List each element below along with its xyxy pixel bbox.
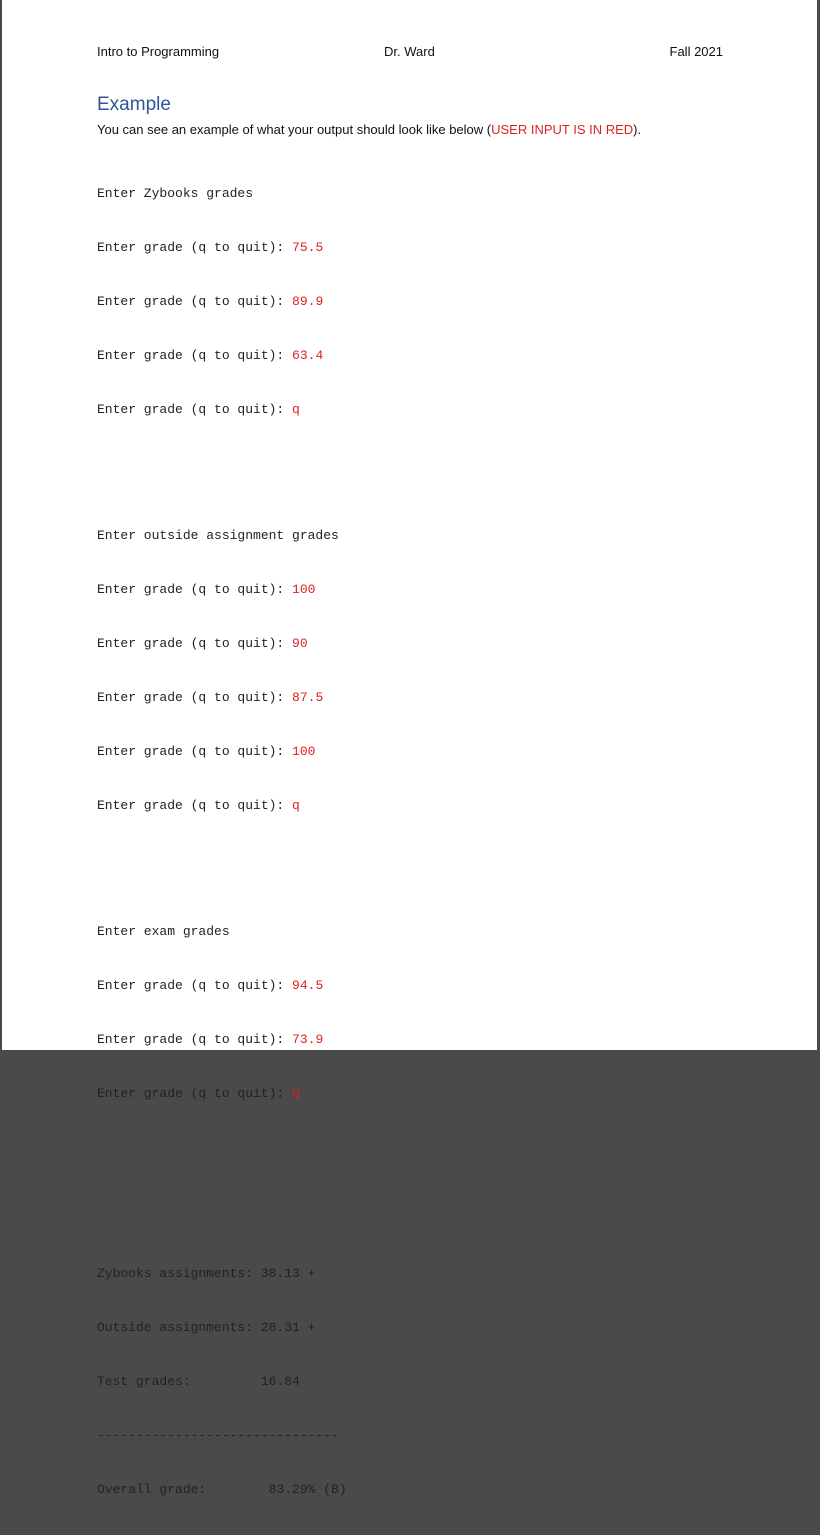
- summary-label: Overall grade:: [97, 1482, 269, 1497]
- outside-prompt-line: [97, 743, 347, 761]
- summary-value: 28.31 +: [260, 1320, 316, 1335]
- user-input: 90: [292, 636, 308, 651]
- summary-test: [97, 1373, 347, 1391]
- intro-text: You can see an example of what your output should look like below (: [97, 122, 492, 137]
- user-input: 75.5: [292, 240, 324, 255]
- outside-prompt-line: [97, 689, 347, 707]
- prompt-text: Enter grade (q to quit):: [97, 978, 293, 993]
- outside-heading: Enter outside assignment grades: [97, 528, 339, 543]
- zybooks-heading: Enter Zybooks grades: [97, 186, 254, 201]
- user-input: 100: [292, 744, 316, 759]
- instructor-name: Dr. Ward: [384, 44, 435, 59]
- user-input: 89.9: [292, 294, 324, 309]
- user-input: q: [292, 402, 300, 417]
- summary-label: Zybooks assignments:: [97, 1266, 261, 1281]
- outside-prompt-line: [97, 635, 347, 653]
- document-page: [2, 0, 817, 1497]
- summary-outside: [97, 1319, 347, 1337]
- blank-line: [97, 1193, 347, 1211]
- exam-prompt-line: [97, 1085, 347, 1103]
- summary-value: 83.29% (B): [268, 1482, 347, 1497]
- user-input: 73.9: [292, 1032, 324, 1047]
- section-intro: [97, 122, 737, 137]
- prompt-text: Enter grade (q to quit):: [97, 1086, 293, 1101]
- user-input: 100: [292, 582, 316, 597]
- intro-text-end: ).: [633, 122, 642, 137]
- page-header: [97, 44, 723, 62]
- example-output: [97, 149, 347, 1535]
- summary-overall: [97, 1481, 347, 1499]
- summary-zybooks: [97, 1265, 347, 1283]
- zybooks-prompt-line: [97, 293, 347, 311]
- prompt-text: Enter grade (q to quit):: [97, 798, 293, 813]
- user-input: 94.5: [292, 978, 324, 993]
- intro-red-note: USER INPUT IS IN RED: [491, 122, 634, 137]
- blank-line: [97, 455, 347, 473]
- zybooks-prompt-line: [97, 347, 347, 365]
- prompt-text: Enter grade (q to quit):: [97, 240, 293, 255]
- exam-prompt-line: [97, 1031, 347, 1049]
- blank-line: [97, 851, 347, 869]
- summary-label: Test grades:: [97, 1374, 261, 1389]
- term: Fall 2021: [669, 44, 723, 59]
- summary-divider: -------------------------------: [97, 1428, 339, 1443]
- prompt-text: Enter grade (q to quit):: [97, 1032, 293, 1047]
- summary-value: 16.84: [260, 1374, 300, 1389]
- prompt-text: Enter grade (q to quit):: [97, 294, 293, 309]
- exam-heading: Enter exam grades: [97, 924, 230, 939]
- prompt-text: Enter grade (q to quit):: [97, 636, 293, 651]
- user-input: q: [292, 798, 300, 813]
- summary-label: Outside assignments:: [97, 1320, 261, 1335]
- prompt-text: Enter grade (q to quit):: [97, 402, 293, 417]
- section-title: Example: [97, 94, 171, 115]
- user-input: 63.4: [292, 348, 324, 363]
- prompt-text: Enter grade (q to quit):: [97, 690, 293, 705]
- user-input: 87.5: [292, 690, 324, 705]
- zybooks-prompt-line: [97, 401, 347, 419]
- blank-line: [97, 1139, 347, 1157]
- prompt-text: Enter grade (q to quit):: [97, 582, 293, 597]
- outside-prompt-line: [97, 797, 347, 815]
- user-input: q: [292, 1086, 300, 1101]
- zybooks-prompt-line: [97, 239, 347, 257]
- summary-value: 38.13 +: [260, 1266, 316, 1281]
- course-name: Intro to Programming: [97, 44, 220, 59]
- outside-prompt-line: [97, 581, 347, 599]
- prompt-text: Enter grade (q to quit):: [97, 744, 293, 759]
- exam-prompt-line: [97, 977, 347, 995]
- prompt-text: Enter grade (q to quit):: [97, 348, 293, 363]
